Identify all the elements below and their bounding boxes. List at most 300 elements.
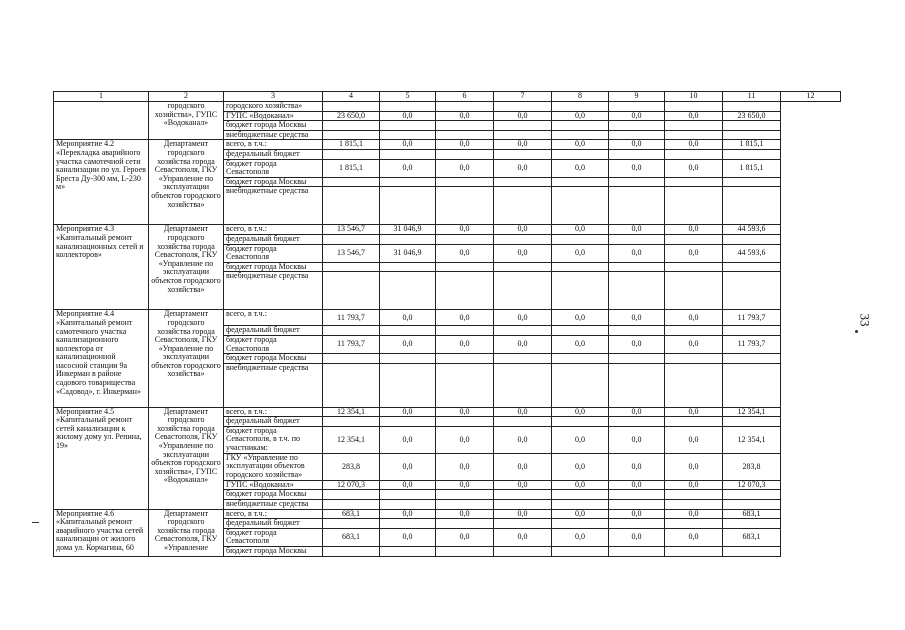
funding-source: ГУПС «Водоканал» [224,111,323,121]
amount-cell: 0,0 [552,140,609,150]
amount-cell: 0,0 [436,159,494,177]
amount-cell: 1 815,1 [723,159,781,177]
amount-cell: 0,0 [552,407,609,417]
amount-cell: 0,0 [436,225,494,235]
amount-cell: 0,0 [494,244,552,262]
amount-cell [323,187,380,225]
amount-cell [323,354,380,364]
funding-source: внебюджетные средства [224,130,323,140]
amount-cell: 0,0 [609,335,665,353]
amount-cell [380,149,436,159]
amount-cell [552,234,609,244]
amount-cell [665,177,723,187]
amount-cell [665,121,723,131]
amount-cell [723,102,781,112]
amount-cell [552,102,609,112]
amount-cell: 0,0 [552,528,609,546]
amount-cell [665,363,723,407]
amount-cell [552,177,609,187]
amount-cell: 12 354,1 [723,426,781,453]
amount-cell [665,547,723,557]
amount-cell: 0,0 [609,426,665,453]
amount-cell [723,177,781,187]
header-row [54,92,841,102]
amount-cell [723,547,781,557]
amount-cell: 0,0 [665,528,723,546]
amount-cell: 11 793,7 [323,335,380,353]
amount-cell: 0,0 [609,480,665,490]
amount-cell [323,121,380,131]
amount-cell [436,326,494,336]
measure-name [54,102,149,140]
amount-cell: 0,0 [665,335,723,353]
amount-cell [552,500,609,510]
amount-cell [323,234,380,244]
table-row [54,102,841,112]
amount-cell [609,490,665,500]
amount-cell [609,547,665,557]
amount-cell [494,262,552,272]
amount-cell [723,500,781,510]
column-header: 6 [436,92,494,102]
amount-cell [380,177,436,187]
amount-cell [323,262,380,272]
amount-cell [723,121,781,131]
amount-cell [609,102,665,112]
amount-cell [723,234,781,244]
amount-cell: 0,0 [609,111,665,121]
amount-cell [494,547,552,557]
amount-cell: 0,0 [380,407,436,417]
amount-cell: 0,0 [665,244,723,262]
responsible-executor: городского хозяйства», ГУПС «Водоканал» [149,102,224,140]
amount-cell [609,363,665,407]
amount-cell: 0,0 [552,426,609,453]
amount-cell: 0,0 [494,453,552,480]
amount-cell: 31 046,9 [380,244,436,262]
amount-cell [552,490,609,500]
amount-cell: 23 650,0 [723,111,781,121]
amount-cell: 0,0 [436,426,494,453]
amount-cell [494,354,552,364]
amount-cell: 0,0 [436,509,494,519]
amount-cell: 0,0 [609,310,665,326]
responsible-executor: Департамент городского хозяйства города Севастополя, ГКУ «Управление [149,509,224,556]
amount-cell [380,234,436,244]
amount-cell [723,272,781,310]
table-row [54,140,841,150]
scan-mark [32,522,39,523]
table-row [54,310,841,326]
amount-cell [380,187,436,225]
amount-cell [494,187,552,225]
column-header: 4 [323,92,380,102]
funding-source: бюджет города Севастополя, в т.ч. по участникам: [224,426,323,453]
amount-cell [723,326,781,336]
amount-cell [552,149,609,159]
amount-cell [323,490,380,500]
funding-source: федеральный бюджет [224,234,323,244]
amount-cell [323,547,380,557]
amount-cell: 0,0 [380,310,436,326]
amount-cell [436,102,494,112]
amount-cell: 0,0 [494,140,552,150]
funding-source: ГУПС «Водоканал» [224,480,323,490]
amount-cell [436,234,494,244]
amount-cell: 0,0 [494,528,552,546]
amount-cell [380,102,436,112]
responsible-executor: Департамент городского хозяйства города Севастополя, ГКУ «Управление по эксплуатации объектов городского хозяйства» [149,140,224,225]
amount-cell [665,262,723,272]
budget-table [53,91,841,557]
amount-cell: 0,0 [609,407,665,417]
amount-cell: 31 046,9 [380,225,436,235]
amount-cell [494,326,552,336]
amount-cell [723,363,781,407]
amount-cell [323,102,380,112]
table-row [54,407,841,417]
amount-cell [723,354,781,364]
amount-cell: 0,0 [380,480,436,490]
amount-cell [494,272,552,310]
funding-source: бюджет города Москвы [224,547,323,557]
amount-cell: 0,0 [436,335,494,353]
funding-source: внебюджетные средства [224,500,323,510]
amount-cell [436,354,494,364]
amount-cell: 283,8 [723,453,781,480]
amount-cell: 0,0 [494,509,552,519]
amount-cell: 0,0 [609,453,665,480]
funding-source: всего, в т.ч.: [224,225,323,235]
funding-source: внебюджетные средства [224,272,323,310]
amount-cell [436,149,494,159]
amount-cell: 0,0 [494,225,552,235]
column-header: 2 [149,92,224,102]
amount-cell [494,490,552,500]
scan-mark [855,330,858,333]
column-header: 1 [54,92,149,102]
amount-cell [723,149,781,159]
measure-name: Мероприятие 4.4 «Капитальный ремонт самотечного участка канализационного коллектора от канализационной насосной станции 9а Инкерман в районе садового товарищества «Садовод», г. Инкерман» [54,310,149,407]
amount-cell [494,177,552,187]
responsible-executor: Департамент городского хозяйства города Севастополя, ГКУ «Управление по эксплуатации объектов городского хозяйства» [149,310,224,407]
column-header: 8 [552,92,609,102]
amount-cell [380,500,436,510]
amount-cell: 0,0 [494,480,552,490]
amount-cell: 0,0 [609,140,665,150]
amount-cell: 0,0 [552,111,609,121]
measure-name: Мероприятие 4.5 «Капитальный ремонт сетей канализации к жилому дому ул. Репина, 19» [54,407,149,509]
funding-source: федеральный бюджет [224,149,323,159]
amount-cell [436,130,494,140]
amount-cell [609,149,665,159]
amount-cell: 0,0 [380,453,436,480]
amount-cell [323,272,380,310]
amount-cell [380,262,436,272]
amount-cell: 0,0 [665,159,723,177]
amount-cell [494,102,552,112]
page-number: 33 [857,313,873,327]
amount-cell [552,547,609,557]
column-header: 3 [224,92,323,102]
amount-cell [665,187,723,225]
amount-cell: 1 815,1 [323,140,380,150]
amount-cell: 12 354,1 [723,407,781,417]
funding-source: бюджет города Москвы [224,177,323,187]
amount-cell: 683,1 [723,509,781,519]
amount-cell: 0,0 [436,480,494,490]
amount-cell [609,500,665,510]
amount-cell [436,363,494,407]
amount-cell [609,234,665,244]
amount-cell [436,187,494,225]
amount-cell [436,262,494,272]
amount-cell: 0,0 [380,159,436,177]
funding-source: федеральный бюджет [224,519,323,529]
amount-cell [609,130,665,140]
amount-cell: 44 593,6 [723,225,781,235]
amount-cell [380,354,436,364]
amount-cell [436,417,494,427]
amount-cell [380,363,436,407]
amount-cell: 0,0 [380,335,436,353]
table-row [54,509,841,519]
amount-cell: 11 793,7 [723,335,781,353]
amount-cell: 0,0 [436,528,494,546]
amount-cell [552,417,609,427]
amount-cell [723,187,781,225]
amount-cell: 0,0 [436,244,494,262]
amount-cell [552,519,609,529]
amount-cell: 0,0 [609,159,665,177]
measure-name: Мероприятие 4.2 «Перекладка аварийного участка самотечной сети канализации по ул. Героев Бреста Ду-300 мм, L-230 м» [54,140,149,225]
amount-cell: 0,0 [380,509,436,519]
amount-cell [665,130,723,140]
amount-cell [552,262,609,272]
amount-cell: 44 593,6 [723,244,781,262]
responsible-executor: Департамент городского хозяйства города Севастополя, ГКУ «Управление по эксплуатации объектов городского хозяйства», ГУПС «Водоканал» [149,407,224,509]
funding-source: бюджет города Москвы [224,490,323,500]
amount-cell [323,363,380,407]
amount-cell: 1 815,1 [323,159,380,177]
amount-cell [323,500,380,510]
amount-cell: 283,8 [323,453,380,480]
amount-cell [323,177,380,187]
amount-cell: 0,0 [665,225,723,235]
amount-cell: 0,0 [494,159,552,177]
amount-cell: 0,0 [436,140,494,150]
amount-cell: 0,0 [436,310,494,326]
budget-table-sheet [53,91,841,557]
amount-cell [609,187,665,225]
amount-cell: 12 070,3 [323,480,380,490]
funding-source: ГКУ «Управление по эксплуатации объектов городского хозяйства» [224,453,323,480]
amount-cell [494,417,552,427]
amount-cell: 0,0 [552,335,609,353]
funding-source: внебюджетные средства [224,187,323,225]
amount-cell [609,417,665,427]
amount-cell: 0,0 [494,310,552,326]
amount-cell [665,272,723,310]
amount-cell [665,354,723,364]
column-header: 9 [609,92,665,102]
amount-cell: 683,1 [723,528,781,546]
column-header: 11 [723,92,781,102]
amount-cell: 0,0 [665,509,723,519]
amount-cell [323,149,380,159]
amount-cell [609,272,665,310]
funding-source: бюджет города Москвы [224,121,323,131]
amount-cell [494,500,552,510]
amount-cell: 13 546,7 [323,225,380,235]
funding-source: всего, в т.ч.: [224,407,323,417]
amount-cell [609,326,665,336]
amount-cell: 0,0 [494,335,552,353]
table-row [54,225,841,235]
amount-cell: 12 354,1 [323,426,380,453]
amount-cell [665,519,723,529]
amount-cell [552,363,609,407]
amount-cell [665,417,723,427]
amount-cell: 0,0 [665,111,723,121]
amount-cell [323,326,380,336]
amount-cell [436,500,494,510]
amount-cell: 0,0 [380,111,436,121]
amount-cell: 0,0 [494,407,552,417]
amount-cell [665,234,723,244]
amount-cell [609,177,665,187]
amount-cell [723,130,781,140]
amount-cell [323,519,380,529]
amount-cell: 0,0 [380,528,436,546]
amount-cell [609,354,665,364]
amount-cell [323,130,380,140]
amount-cell: 0,0 [665,310,723,326]
amount-cell: 1 815,1 [723,140,781,150]
amount-cell [380,272,436,310]
amount-cell [665,326,723,336]
amount-cell: 0,0 [436,407,494,417]
amount-cell [380,417,436,427]
column-header: 12 [781,92,841,102]
amount-cell [723,490,781,500]
amount-cell [436,519,494,529]
amount-cell: 0,0 [436,453,494,480]
amount-cell [436,547,494,557]
amount-cell [380,121,436,131]
amount-cell: 12 070,3 [723,480,781,490]
amount-cell [436,121,494,131]
amount-cell [552,187,609,225]
amount-cell: 0,0 [552,310,609,326]
column-header: 7 [494,92,552,102]
funding-source: всего, в т.ч.: [224,310,323,326]
amount-cell: 0,0 [665,480,723,490]
amount-cell [665,500,723,510]
amount-cell: 0,0 [609,509,665,519]
amount-cell [494,519,552,529]
amount-cell: 11 793,7 [723,310,781,326]
amount-cell [494,121,552,131]
amount-cell [665,149,723,159]
funding-source: бюджет города Севастополя [224,335,323,353]
amount-cell [380,490,436,500]
amount-cell: 683,1 [323,509,380,519]
amount-cell: 0,0 [665,426,723,453]
amount-cell: 13 546,7 [323,244,380,262]
funding-source: всего, в т.ч.: [224,140,323,150]
measure-name: Мероприятие 4.3 «Капитальный ремонт канализационных сетей и коллекторов» [54,225,149,310]
amount-cell: 0,0 [665,140,723,150]
amount-cell: 0,0 [609,225,665,235]
amount-cell: 0,0 [552,453,609,480]
amount-cell [436,177,494,187]
funding-source: федеральный бюджет [224,417,323,427]
funding-source: городского хозяйства» [224,102,323,112]
amount-cell: 0,0 [380,140,436,150]
amount-cell: 0,0 [494,426,552,453]
amount-cell: 0,0 [494,111,552,121]
amount-cell [436,490,494,500]
amount-cell [609,519,665,529]
amount-cell [380,326,436,336]
amount-cell [380,130,436,140]
amount-cell: 0,0 [665,453,723,480]
amount-cell [552,130,609,140]
amount-cell [552,121,609,131]
amount-cell [723,417,781,427]
funding-source: внебюджетные средства [224,363,323,407]
amount-cell [380,547,436,557]
amount-cell: 0,0 [436,111,494,121]
amount-cell [665,490,723,500]
funding-source: бюджет города Севастополя [224,244,323,262]
amount-cell [552,354,609,364]
amount-cell [323,417,380,427]
amount-cell: 0,0 [380,426,436,453]
amount-cell [552,326,609,336]
amount-cell: 0,0 [609,528,665,546]
amount-cell: 0,0 [552,159,609,177]
amount-cell: 0,0 [665,407,723,417]
amount-cell [723,519,781,529]
amount-cell [494,234,552,244]
funding-source: бюджет города Севастополя [224,159,323,177]
funding-source: всего, в т.ч.: [224,509,323,519]
amount-cell: 0,0 [552,244,609,262]
funding-source: бюджет города Москвы [224,354,323,364]
responsible-executor: Департамент городского хозяйства города Севастополя, ГКУ «Управление по эксплуатации объектов городского хозяйства» [149,225,224,310]
amount-cell: 0,0 [552,509,609,519]
amount-cell [665,102,723,112]
amount-cell: 0,0 [552,225,609,235]
amount-cell [380,519,436,529]
amount-cell [609,262,665,272]
amount-cell: 0,0 [609,244,665,262]
amount-cell: 11 793,7 [323,310,380,326]
measure-name: Мероприятие 4.6 «Капитальный ремонт аварийного участка сетей канализации от жилого дома ул. Корчагина, 60 [54,509,149,556]
column-header: 10 [665,92,723,102]
amount-cell [494,130,552,140]
amount-cell [436,272,494,310]
funding-source: федеральный бюджет [224,326,323,336]
amount-cell [723,262,781,272]
funding-source: бюджет города Севастополя [224,528,323,546]
amount-cell [494,149,552,159]
amount-cell [609,121,665,131]
amount-cell [494,363,552,407]
amount-cell: 683,1 [323,528,380,546]
